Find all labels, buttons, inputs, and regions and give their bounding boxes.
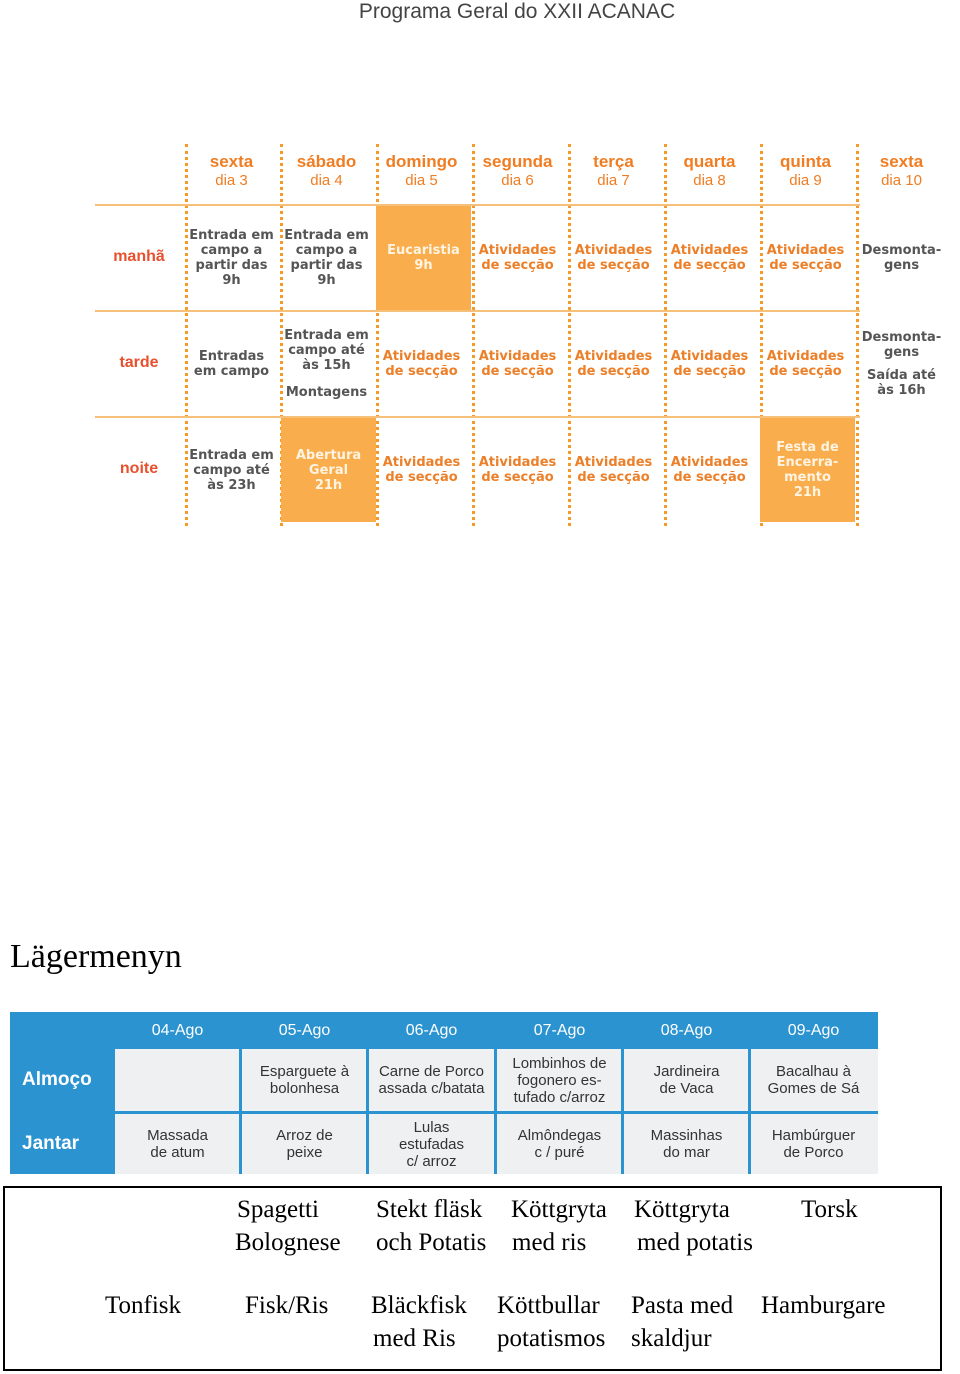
translation-dinner-5b: skaldjur	[631, 1325, 712, 1352]
translation-dinner-4: Köttbullar	[497, 1292, 600, 1319]
schedule-cell	[472, 418, 563, 522]
day-header: sábado dia 4	[296, 152, 357, 189]
menu-dish: Arroz de peixe	[276, 1127, 333, 1161]
cell-line: 21h	[793, 485, 822, 500]
schedule-cell	[760, 206, 851, 310]
cell-line: Saída até	[867, 368, 936, 383]
cell-line: de secção	[385, 470, 458, 485]
cell-line: de secção	[769, 364, 842, 379]
schedule-cell	[760, 312, 851, 416]
schedule-cell	[281, 312, 372, 416]
schedule-cell	[376, 312, 467, 416]
cell-line: 9h	[317, 273, 336, 288]
cell-line: campo até	[193, 462, 270, 478]
cell-line: Entrada em	[189, 228, 274, 243]
cell-line: 9h	[222, 273, 241, 288]
translation-lunch-4b: med potatis	[637, 1229, 753, 1256]
program-grid	[95, 140, 942, 526]
cell-line: campo a	[295, 243, 358, 258]
menu-heading: Lägermenyn	[10, 938, 182, 975]
menu-dish: Lombinhos de fogonero es- tufado c/arroz	[512, 1054, 607, 1106]
cell-line: Atividades	[478, 243, 557, 258]
cell-line: Entradas	[198, 349, 265, 364]
menu-dish: Bacalhau à Gomes de Sá	[767, 1063, 860, 1097]
schedule-cell	[376, 206, 471, 310]
translation-box	[3, 1186, 942, 1371]
menu-dish: Massinhas do mar	[650, 1127, 723, 1161]
schedule-cell	[856, 206, 947, 310]
cell-line: Atividades	[766, 243, 845, 258]
cell-line: Atividades	[382, 455, 461, 470]
schedule-cell	[568, 418, 659, 522]
menu-date-header: 08-Ago	[660, 1021, 713, 1039]
schedule-cell	[186, 206, 277, 310]
cell-line: partir das	[290, 258, 363, 273]
cell-line: Abertura	[295, 447, 362, 463]
translation-lunch-1b: Bolognese	[235, 1229, 341, 1256]
period-label: noite	[119, 460, 159, 477]
cell-line: Desmonta-	[861, 330, 942, 345]
cell-line: de secção	[481, 364, 554, 379]
cell-line: de secção	[577, 364, 650, 379]
menu-dish: Almôndegas c / puré	[517, 1127, 602, 1161]
menu-dish: Massada de atum	[147, 1127, 208, 1161]
translation-lunch-3: Köttgryta	[511, 1196, 607, 1223]
period-label: tarde	[119, 354, 159, 371]
schedule-cell	[472, 312, 563, 416]
cell-line: Atividades	[574, 455, 653, 470]
cell-line: Montagens	[285, 385, 368, 400]
menu-meal-label: Almoço	[10, 1049, 114, 1111]
menu-date-header: 07-Ago	[533, 1021, 586, 1039]
cell-line: partir das	[195, 258, 268, 273]
cell-line: de secção	[577, 470, 650, 485]
menu-date-header: 09-Ago	[787, 1021, 840, 1039]
menu-meal-label: Jantar	[10, 1114, 114, 1174]
day-header: sexta dia 3	[209, 152, 254, 189]
menu-table	[10, 1012, 878, 1174]
translation-lunch-5: Torsk	[801, 1196, 858, 1223]
day-header: quarta dia 8	[683, 152, 736, 189]
cell-line: de secção	[481, 258, 554, 273]
cell-line: gens	[883, 345, 920, 360]
schedule-cell	[472, 206, 563, 310]
cell-line: Entrada em	[189, 447, 274, 463]
translation-dinner-1: Tonfisk	[105, 1292, 182, 1319]
cell-line: Eucaristia	[387, 243, 460, 258]
schedule-cell	[568, 312, 659, 416]
cell-line: Festa de	[776, 440, 839, 455]
translation-dinner-5: Pasta med	[631, 1292, 734, 1319]
cell-line: Atividades	[382, 349, 461, 364]
translation-lunch-4: Köttgryta	[634, 1196, 730, 1223]
schedule-cell	[568, 206, 659, 310]
cell-line: Atividades	[478, 455, 557, 470]
cell-line: Atividades	[478, 349, 557, 364]
cell-line: Atividades	[670, 243, 749, 258]
menu-dish: Jardineira de Vaca	[653, 1063, 720, 1097]
menu-date-header: 05-Ago	[278, 1021, 331, 1039]
translation-lunch-3b: med ris	[512, 1229, 587, 1256]
cell-line: de secção	[481, 470, 554, 485]
schedule-cell	[664, 312, 755, 416]
cell-line: às 23h	[207, 477, 256, 493]
translation-dinner-6: Hamburgare	[761, 1292, 886, 1319]
cell-line: Atividades	[670, 455, 749, 470]
schedule-cell	[376, 418, 467, 522]
day-header: domingo dia 5	[385, 152, 458, 189]
day-header: terça dia 7	[593, 152, 634, 189]
translation-lunch-2: Stekt fläsk	[376, 1196, 483, 1223]
cell-line: campo a	[200, 243, 263, 258]
menu-dish: Hambúrguer de Porco	[771, 1127, 856, 1161]
translation-dinner-2: Fisk/Ris	[245, 1292, 329, 1319]
cell-line: em campo	[193, 364, 270, 379]
cell-line: Atividades	[574, 349, 653, 364]
cell-line: mento	[784, 470, 831, 485]
translation-lunch-1: Spagetti	[237, 1196, 319, 1223]
schedule-cell	[281, 206, 372, 310]
cell-line: Atividades	[766, 349, 845, 364]
cell-line: às 15h	[302, 358, 351, 373]
schedule-cell	[664, 206, 755, 310]
menu-date-header: 04-Ago	[151, 1021, 204, 1039]
menu-dish: Carne de Porco assada c/batata	[378, 1063, 485, 1097]
program-schedule	[95, 140, 942, 526]
translation-dinner-4b: potatismos	[497, 1325, 606, 1352]
cell-line: de secção	[577, 258, 650, 273]
cell-line: Desmonta-	[861, 243, 942, 258]
cell-line: Entrada em	[284, 228, 369, 243]
menu-dish: Lulas estufadas c/ arroz	[398, 1118, 465, 1170]
cell-line: de secção	[385, 364, 458, 379]
cell-line: campo até	[288, 343, 365, 358]
schedule-cell	[186, 418, 277, 522]
cell-line: de secção	[673, 470, 746, 485]
cell-line: de secção	[673, 258, 746, 273]
cell-line: Atividades	[574, 243, 653, 258]
day-header: quinta dia 9	[780, 152, 831, 189]
cell-line: 21h	[314, 477, 343, 493]
cell-line: gens	[883, 258, 920, 273]
menu-dish: Esparguete à bolonhesa	[259, 1063, 350, 1097]
schedule-cell	[186, 312, 277, 416]
schedule-cell	[760, 418, 855, 522]
cell-line: de secção	[673, 364, 746, 379]
day-header: sexta dia 10	[879, 152, 924, 189]
menu-date-header: 06-Ago	[405, 1021, 458, 1039]
program-title: Programa Geral do XXII ACANAC	[358, 0, 676, 23]
translation-dinner-3b: med Ris	[373, 1325, 456, 1352]
cell-line: 9h	[414, 258, 433, 273]
cell-line: Atividades	[670, 349, 749, 364]
translation-lunch-2b: och Potatis	[376, 1229, 487, 1256]
cell-line: Entrada em	[284, 328, 369, 343]
cell-line: Encerra-	[776, 455, 839, 470]
schedule-cell	[664, 418, 755, 522]
translation-dinner-3: Bläckfisk	[371, 1292, 467, 1319]
cell-line: Geral	[308, 462, 349, 478]
cell-line: às 16h	[877, 383, 926, 398]
schedule-cell	[856, 312, 947, 416]
schedule-cell	[281, 418, 376, 522]
cell-line: de secção	[769, 258, 842, 273]
menu-dish	[114, 1049, 241, 1111]
period-label: manhã	[113, 248, 165, 265]
day-header: segunda dia 6	[482, 152, 553, 189]
